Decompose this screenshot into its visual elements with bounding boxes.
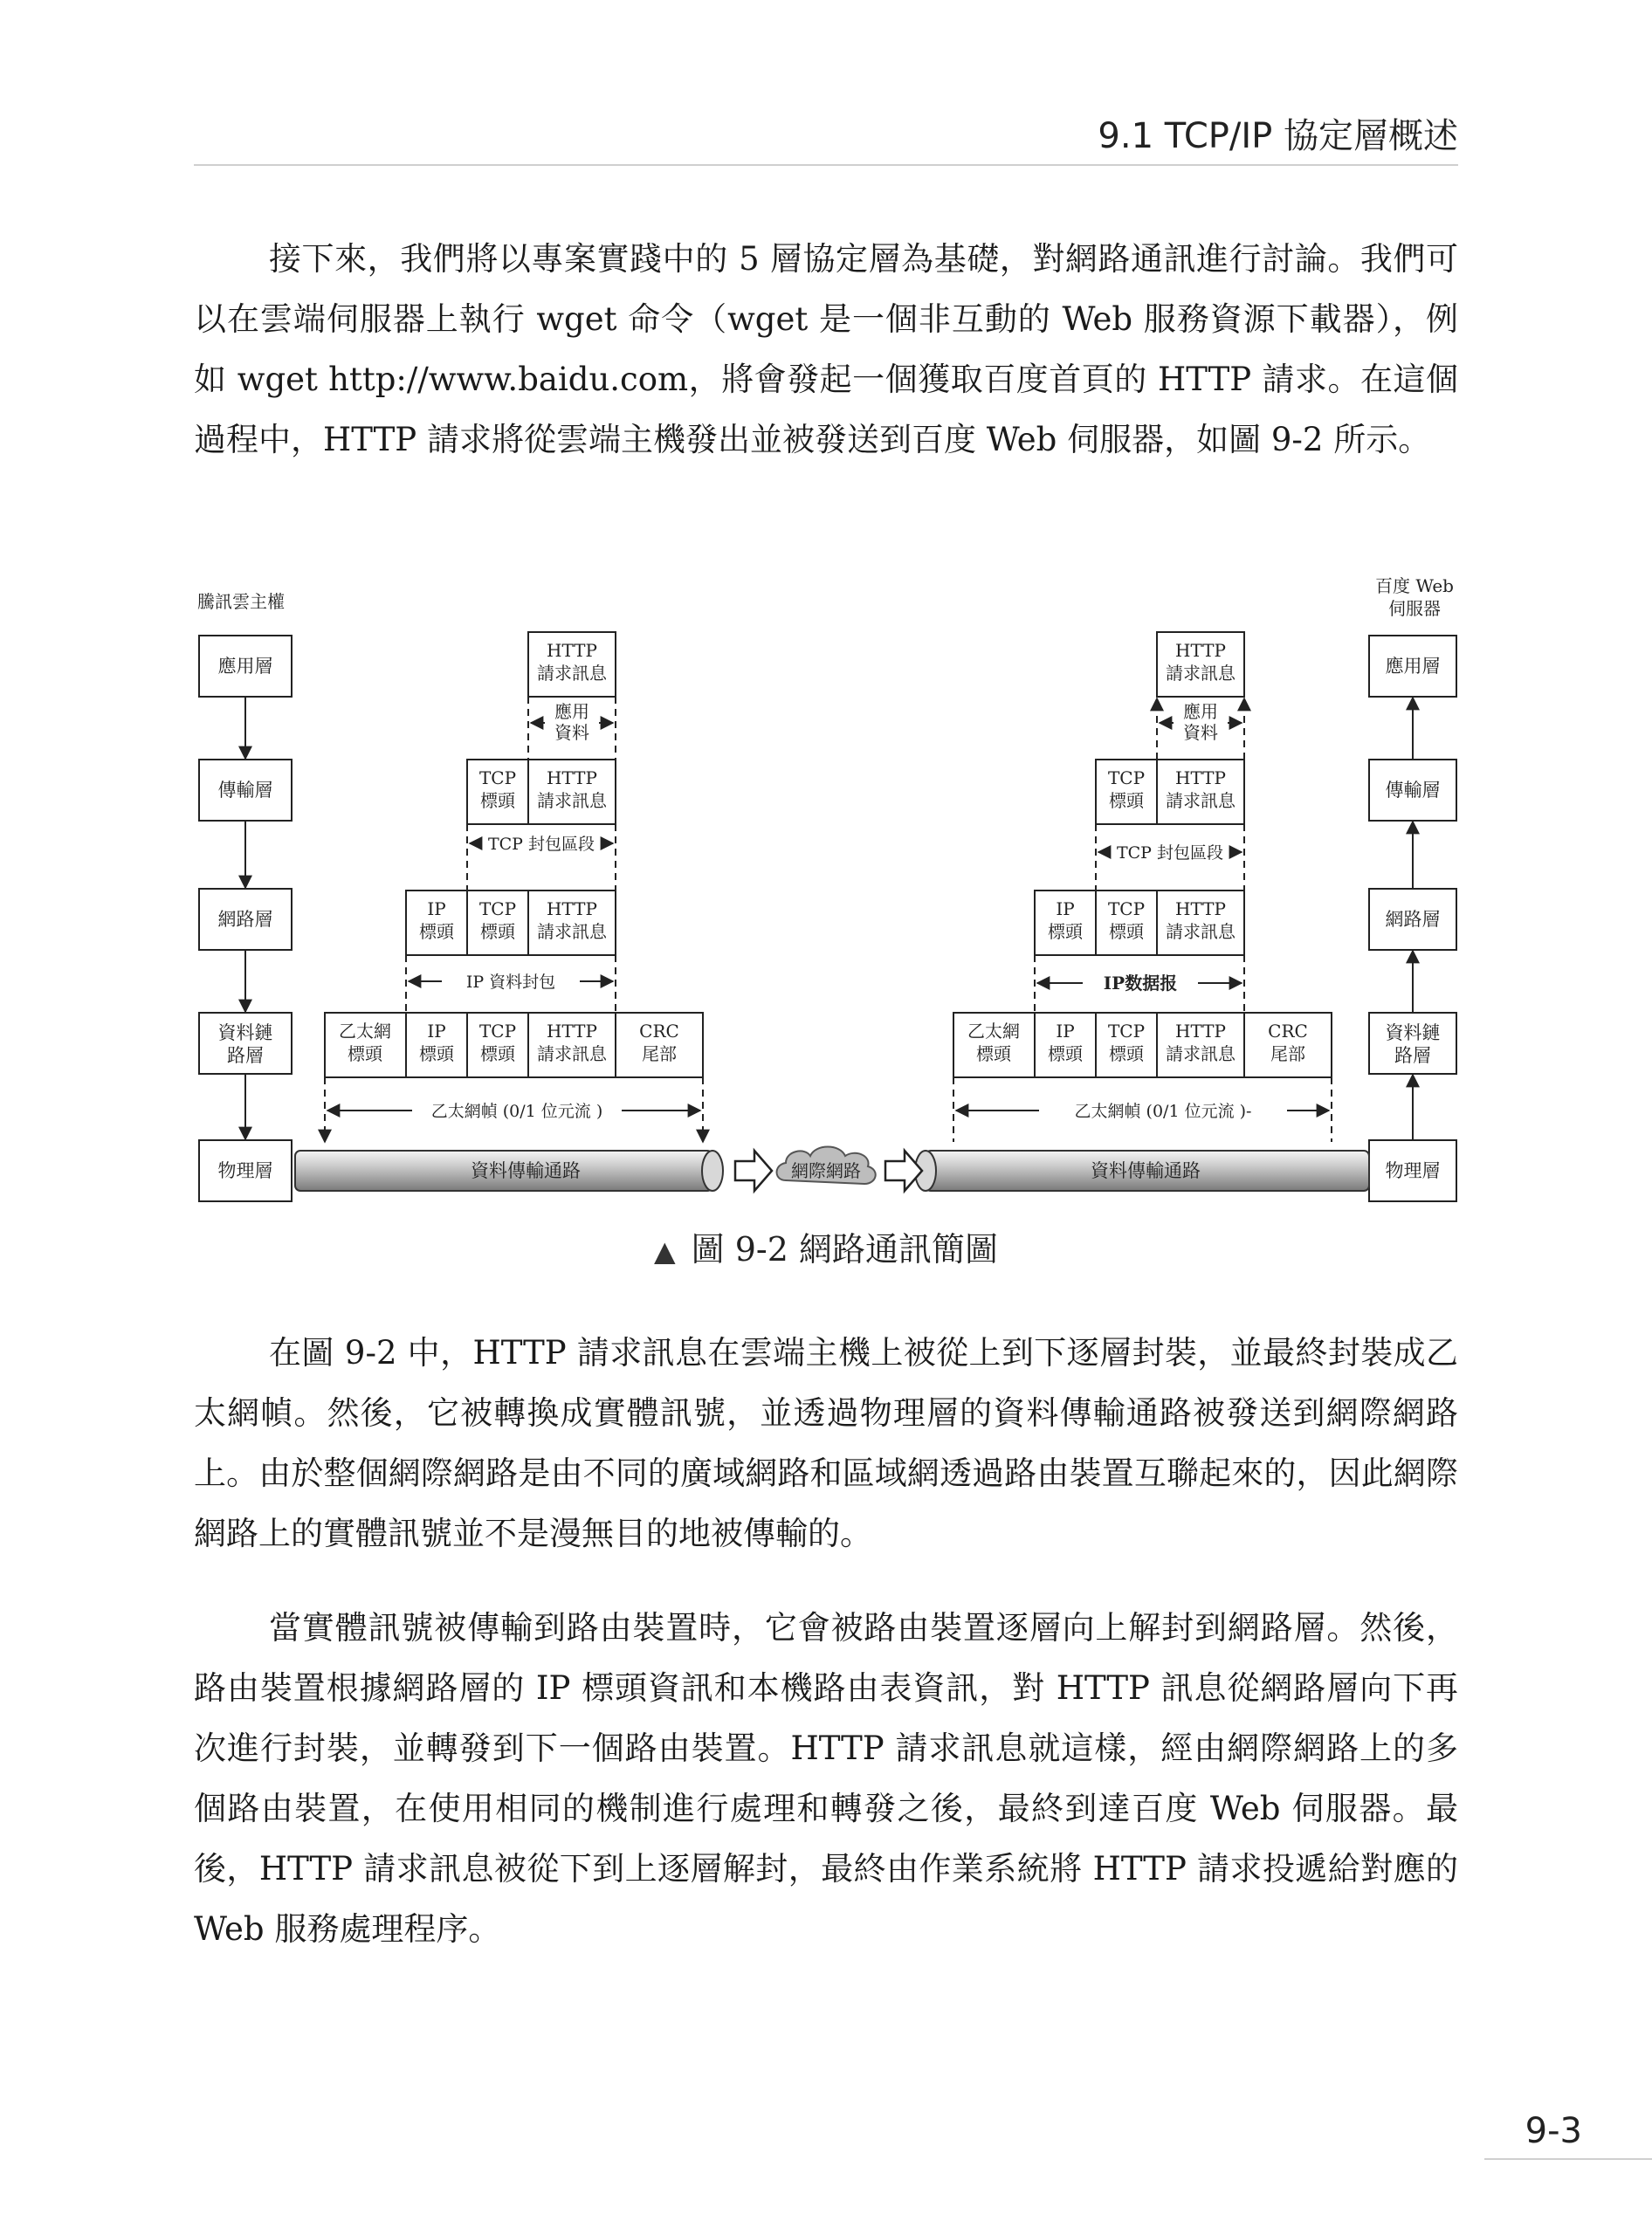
left-crc-1: CRC	[639, 1021, 679, 1042]
left-http-label-1: HTTP	[547, 640, 597, 661]
right-http-t-2: 請求訊息	[1166, 790, 1236, 811]
left-channel-label: 資料傳輸通路	[471, 1160, 581, 1181]
right-physical-layer: 物理層	[1385, 1160, 1441, 1181]
left-tcp-n-1: TCP	[478, 898, 517, 919]
left-http-t-1: HTTP	[547, 767, 597, 788]
right-host-title-1: 百度 Web	[1375, 575, 1454, 596]
left-eth-header-1: 乙太網	[339, 1021, 391, 1042]
section-title: 9.1 TCP/IP 協定層概述	[1098, 116, 1458, 156]
left-ip-header-1: IP	[427, 898, 446, 919]
left-ip-d-2: 標頭	[419, 1043, 454, 1064]
left-host-title: 騰訊雲主權	[197, 591, 285, 612]
left-http-label-2: 請求訊息	[537, 663, 607, 684]
left-tcp-header-2: 標頭	[480, 790, 515, 811]
left-app-data-2: 資料	[554, 722, 589, 743]
right-channel-pipe	[915, 1151, 1369, 1191]
right-http-n-1: HTTP	[1175, 898, 1226, 919]
left-physical-layer: 物理層	[217, 1160, 273, 1181]
paragraph-routing: 當實體訊號被傳輸到路由裝置時，它會被路由裝置逐層向上解封到網路層。然後，路由裝置根據網路層的 IP 標頭資訊和本機路由表資訊，對 HTTP 訊息從網路層向下再次進行封裝，並轉發到下一個路由裝置。HTTP 請求訊息就這樣，經由網際網路上的多個路由裝置，在使用相同的機制進行處理和轉發之後，最終到達百度 Web 伺服器。最後，HTTP 請求訊息被從下到上逐層解封，最終由作業系統將 HTTP 請求投遞給對應的 Web 服務處理程序。	[194, 1609, 1458, 1948]
left-frame-label: 乙太網幀 (0/1 位元流 )	[430, 1102, 603, 1121]
right-tcp-n-1: TCP	[1107, 898, 1146, 919]
left-tcp-d-1: TCP	[478, 1021, 517, 1042]
right-decapsulation	[953, 632, 1332, 1142]
left-ip-d-1: IP	[427, 1021, 446, 1042]
left-channel-pipe	[295, 1151, 723, 1191]
right-tcp-n-2: 標頭	[1109, 921, 1144, 942]
right-tcp-d-1: TCP	[1107, 1021, 1146, 1042]
right-http-label-1: HTTP	[1175, 640, 1226, 661]
right-crc-2: 尾部	[1270, 1043, 1305, 1064]
left-tcp-segment-label: TCP 封包區段	[487, 835, 595, 854]
right-channel-label: 資料傳輸通路	[1091, 1160, 1201, 1181]
right-tcp-segment-label: TCP 封包區段	[1116, 843, 1224, 863]
left-tcp-n-2: 標頭	[480, 921, 515, 942]
right-http-label-2: 請求訊息	[1166, 663, 1236, 684]
right-http-t-1: HTTP	[1175, 767, 1226, 788]
right-ip-d-2: 標頭	[1048, 1043, 1083, 1064]
left-http-d-1: HTTP	[547, 1021, 597, 1042]
left-datalink-layer-1: 資料鏈	[217, 1022, 273, 1043]
right-ip-header-2: 標頭	[1048, 921, 1083, 942]
right-crc-1: CRC	[1268, 1021, 1308, 1042]
right-datalink-layer-2: 路層	[1394, 1045, 1431, 1066]
left-ip-header-2: 標頭	[419, 921, 454, 942]
left-http-d-2: 請求訊息	[537, 1043, 607, 1064]
left-eth-header-2: 標頭	[348, 1043, 382, 1064]
right-http-d-1: HTTP	[1175, 1021, 1226, 1042]
paragraph-intro: 接下來，我們將以專案實踐中的 5 層協定層為基礎，對網路通訊進行討論。我們可以在雲端伺服器上執行 wget 命令（wget 是一個非互動的 Web 服務資源下載器），例如 wget http://www.baidu.com，將會發起一個獲取百度首頁的 HTTP 請求。在這個過程中，HTTP 請求將從雲端主機發出並被發送到百度 Web 伺服器，如圖 9-2 所示。	[194, 240, 1458, 458]
figure-caption	[0, 1222, 1652, 1270]
footer-rule	[1484, 2158, 1652, 2160]
left-app-layer: 應用層	[217, 656, 273, 677]
left-datalink-layer-2: 路層	[227, 1045, 264, 1066]
right-host-title-2: 伺服器	[1388, 598, 1441, 619]
right-frame-label: 乙太網幀 (0/1 位元流 )-	[1074, 1102, 1252, 1121]
right-eth-header-1: 乙太網	[967, 1021, 1020, 1042]
left-ip-packet-label: IP 資料封包	[465, 973, 556, 992]
right-ip-d-1: IP	[1056, 1021, 1075, 1042]
right-app-layer: 應用層	[1385, 656, 1441, 677]
left-tcp-d-2: 標頭	[480, 1043, 515, 1064]
left-network-layer: 網路層	[217, 909, 273, 930]
internet-cloud-icon	[777, 1147, 876, 1185]
right-app-data-1: 應用	[1183, 701, 1218, 722]
right-ip-header-1: IP	[1056, 898, 1075, 919]
left-encapsulation	[325, 632, 703, 1142]
right-http-d-2: 請求訊息	[1166, 1043, 1236, 1064]
right-app-data-2: 資料	[1183, 722, 1218, 743]
right-network-layer: 網路層	[1385, 909, 1441, 930]
network-communication-diagram	[194, 559, 1458, 1222]
left-crc-2: 尾部	[642, 1043, 677, 1064]
page-number: 9-3	[1525, 2111, 1582, 2151]
left-http-n-1: HTTP	[547, 898, 597, 919]
right-transport-layer: 傳輸層	[1385, 780, 1441, 801]
right-http-n-2: 請求訊息	[1166, 921, 1236, 942]
caption-triangle-icon: ▲	[654, 1234, 676, 1268]
left-http-t-2: 請求訊息	[537, 790, 607, 811]
left-transport-layer: 傳輸層	[217, 780, 273, 801]
right-tcp-header-1: TCP	[1107, 767, 1146, 788]
left-tcp-header-1: TCP	[478, 767, 517, 788]
caption-text: 圖 9-2 網路通訊簡圖	[691, 1230, 998, 1269]
right-tcp-header-2: 標頭	[1109, 790, 1144, 811]
right-tcp-d-2: 標頭	[1109, 1043, 1144, 1064]
running-header	[194, 103, 1458, 166]
right-eth-header-2: 標頭	[976, 1043, 1011, 1064]
left-http-n-2: 請求訊息	[537, 921, 607, 942]
right-ip-packet-label: IP数据报	[1103, 973, 1178, 994]
paragraph-encapsulation: 在圖 9-2 中，HTTP 請求訊息在雲端主機上被從上到下逐層封裝，並最終封裝成乙太網幀。然後，它被轉換成實體訊號，並透過物理層的資料傳輸通路被發送到網際網路上。由於整個網際網路是由不同的廣域網路和區域網透過路由裝置互聯起來的，因此網際網路上的實體訊號並不是漫無目的地被傳輸的。	[194, 1334, 1458, 1552]
internet-label: 網際網路	[791, 1160, 861, 1181]
right-datalink-layer-1: 資料鏈	[1385, 1022, 1441, 1043]
left-app-data-1: 應用	[554, 701, 589, 722]
